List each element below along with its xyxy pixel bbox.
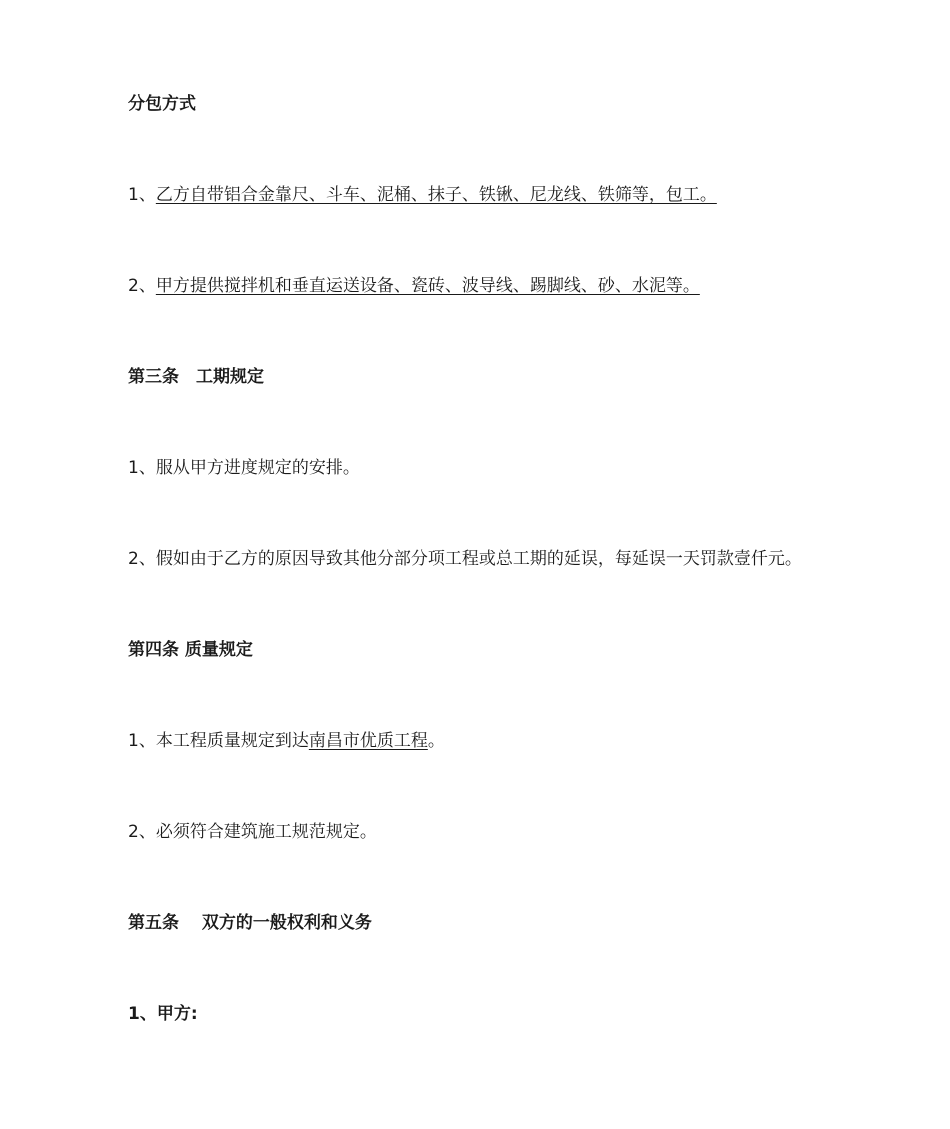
- section-heading-schedule: 第三条 工期规定: [128, 367, 264, 387]
- section-heading-rights-obligations: 第五条 双方的一般权利和义务: [128, 913, 372, 933]
- list-item: 2、必须符合建筑施工规范规定。: [128, 822, 377, 842]
- list-item: 1、服从甲方进度规定的安排。: [128, 458, 360, 478]
- underlined-text: 南昌市优质工程: [308, 731, 428, 751]
- list-item: [128, 274, 700, 298]
- list-item: [128, 729, 445, 753]
- item-number: 2、: [128, 276, 156, 296]
- section-heading-quality: 第四条 质量规定: [128, 640, 253, 660]
- text-suffix: 。: [427, 731, 445, 751]
- subheading-party-a: 1、甲方:: [128, 1004, 198, 1024]
- underlined-text: 甲方提供搅拌机和垂直运送设备、瓷砖、波导线、踢脚线、砂、水泥等。: [155, 276, 700, 296]
- list-item: 2、假如由于乙方的原因导致其他分部分项工程或总工期的延误，每延误一天罚款壹仟元。: [128, 549, 802, 569]
- text-prefix: 1、本工程质量规定到达: [128, 731, 309, 751]
- section-heading-subcontract-method: 分包方式: [128, 94, 196, 114]
- underlined-text: 乙方自带铝合金靠尺、斗车、泥桶、抹子、铁锹、尼龙线、铁筛等，包工。: [155, 185, 717, 205]
- item-number: 1、: [128, 185, 156, 205]
- list-item: [128, 183, 717, 207]
